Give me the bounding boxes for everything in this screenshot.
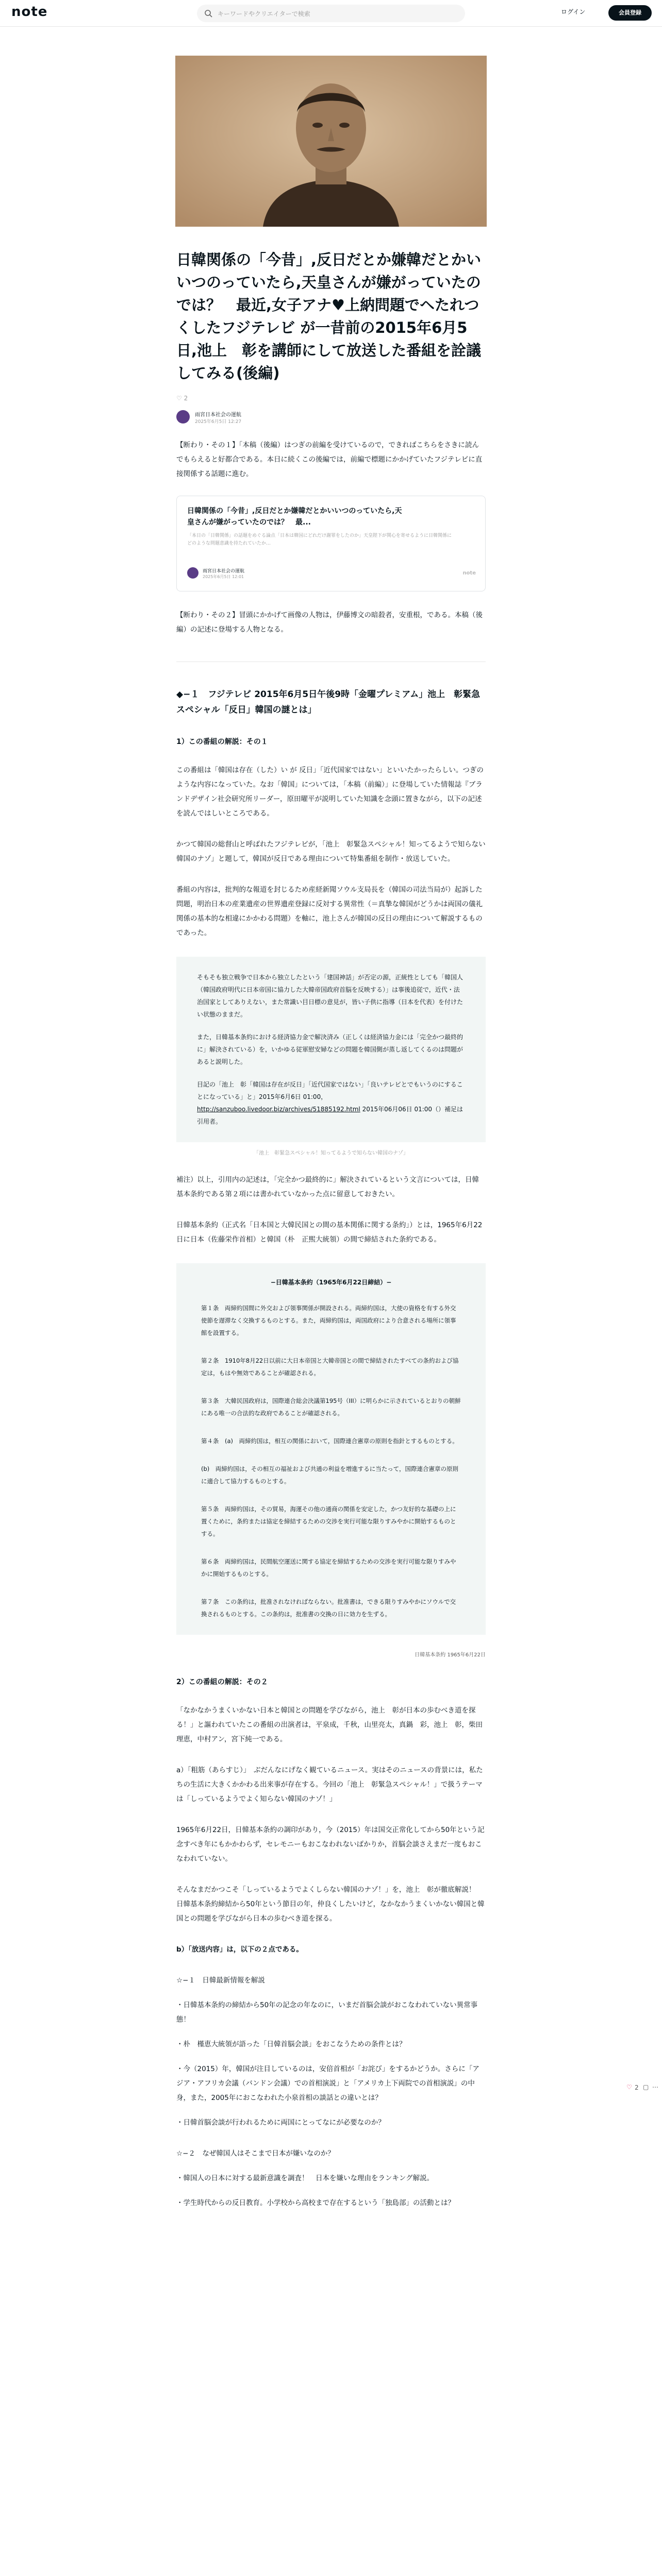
list-item: ・韓国人の日本に対する最新意識を調査！ 日本を嫌いな理由をランキング解説。: [176, 2174, 434, 2182]
like-row: [176, 395, 486, 402]
list-heading: ☆−１ 日韓最新情報を解説: [176, 1976, 265, 1985]
treaty-article: 第２条 1910年8月22日以前に大日本帝国と大韓帝国との間で締結されたすべての条約および協定は，もはや無効であることが確認される。: [201, 1357, 459, 1377]
search-bar[interactable]: [197, 5, 465, 22]
subheading-2: 2）この番組の解説：その２: [176, 1678, 268, 1686]
treaty-article: 第１条 両締約国間に外交および領事関係が開設される。両締約国は，大使の資格を有する外交使節を遅滞なく交換するものとする。また，両締約国は，両国政府により合意される場所に領事館を設置する。: [201, 1304, 456, 1336]
embed-author: 雨宮日本社会の運航: [203, 569, 245, 574]
paragraph: そんなまだかつこそ「しっているようでよくしらない韓国のナゾ！」を，池上 彰が徹底解説！ 日韓基本条約締結から50年という節目の年，仲良くしたいけど，なかなかうまくいかない韓国と韓国との問題を学びながら日本の歩むべき道を探る。: [176, 1886, 485, 1923]
section-heading: ◆−１ フジテレビ 2015年6月5日午後9時「金曜プレミアム」池上 彰緊急スペシャル「反日」韓国の謎とは」: [176, 689, 481, 715]
quote-source: 目記の「池上 彰「韓国は存在が反日」「近代国家ではない」「良いテレビとでもいうのにすることになっている」と」2015年6月6日 01:00，: [197, 1081, 463, 1100]
embed-date: 2025年6月5日 12:01: [203, 574, 244, 579]
portrait-illustration: [175, 56, 487, 227]
list-item: ・日韓基本条約の締結から50年の記念の年なのに，いまだ首脳会談がおこなわれていない異常事態！: [176, 2001, 478, 2024]
embed-avatar: [187, 567, 198, 579]
intro-note-1: 【断わり・その１】「本稿（後編）はつぎの前編を受けているので，できればこちらをさきに読んでもらえると好都合である。本日に続くこの後編では，前編で標題にかかげていたフジテレビに直接関係する話題に進む。: [176, 441, 483, 478]
heart-icon[interactable]: ♡: [176, 395, 182, 402]
list-heading: ☆−２ なぜ韓国人はそこまで日本が嫌いなのか？: [176, 2149, 335, 2158]
floating-like-count: 2: [635, 2084, 639, 2091]
list-item: ・朴 槿恵大統領が語った「日韓首脳会談」をおこなうための条件とは？: [176, 2040, 406, 2048]
article: [176, 248, 486, 2210]
signup-button[interactable]: 会員登録: [608, 5, 652, 21]
embedded-article-card[interactable]: [176, 496, 486, 591]
paragraph: かつて韓国の総督山と呼ばれたフジテレビが，「池上 彰緊急スペシャル！知ってるようで知らない韓国のナゾ」と題して，韓国が反日である理由について特集番組を制作・放送していた。: [176, 840, 486, 863]
paragraph: 番組の内容は，批判的な報道を封じるため産経新聞ソウル支局長を（韓国の司法当局が）起訴した問題，明治日本の産業遺産の世界遺産登録に反対する異常性（＝真摯な韓国がどうかは両国の儀礼関係の基本的な相違にかかわる問題）を軸に，池上さんが韓国の反日の理由について解説するものであった。: [176, 886, 483, 937]
publish-date: 2025年6月5日 12:27: [195, 419, 242, 425]
more-icon[interactable]: ⋯: [652, 2083, 658, 2091]
quote-paragraph: [197, 1078, 465, 1128]
heart-icon[interactable]: ♡: [626, 2083, 632, 2091]
treaty-block: [176, 1263, 486, 1635]
quote-paragraph: また，日韓基本条約における経済協力金で解決済み（正しくは経済協力金には「完全かつ最終的に」解決されている）を，いかゆる従軍慰安婦などの問題を韓国側が蒸し返してくるのは問題があると説明した。: [197, 1033, 464, 1065]
author-name[interactable]: 雨宮日本社会の運航: [195, 412, 241, 418]
treaty-article: 第５条 両締約国は，その貿易，海運その他の通商の関係を安定した，かつ友好的な基礎の上に置くために，条約または協定を締結するための交渉を実行可能な限りすみやかに開始するものとする。: [201, 1505, 456, 1537]
treaty-article: (b) 両締約国は，その相互の福祉および共通の利益を増進するに当たって，国際連合憲章の原則に適合して協力するものとする。: [201, 1465, 459, 1485]
paragraph: 「なかなかうまくいかない日本と韓国との問題を学びながら，池上 彰が日本の歩むべき道を探る！」と謳われていたこの番組の出演者は，平泉成，千秋，山里亮太，真鍋 彩，池上 彰，柴田理恵，中村アン，宮下純一である。: [176, 1706, 483, 1743]
list-item: ・今（2015）年，韓国が注目しているのは，安倍首相が「お詫び」をするかどうか。さらに「アジア・アフリカ会議（バンドン会議）での首相演説」と「アメリカ上下両院での首相演説」の中身，また，2005年におこなわれた小泉首相の談話との違いとは？: [176, 2065, 479, 2102]
paragraph: a）「粗筋（あらすじ）」 ぶだんなにげなく観ているニュース。実はそのニュースの背景には，私たちの生活に大きくかかわる出来事が存在する。今回の「池上 彰緊急スペシャル！」で扱うテーマは「しっているようでよく知らない韓国のナゾ！」: [176, 1766, 483, 1803]
embed-title: 日韓関係の「今昔」,反日だとか嫌韓だとかいいつのっていたら,天皇さんが嫌がっていたのでは？ 最...: [187, 507, 402, 527]
treaty-article: 第４条 (a) 両締約国は，相互の関係において，国際連合憲章の原則を指針とするものとする。: [201, 1437, 458, 1445]
hero-image: [175, 56, 487, 227]
treaty-article: 第６条 両締約国は，民間航空運送に関する協定を締結するための交渉を実行可能な限りすみやかに開始するものとする。: [201, 1558, 456, 1578]
author-block[interactable]: [176, 408, 486, 428]
paragraph: 1965年6月22日，日韓基本条約の調印があり，今（2015）年は国交正常化してから50年という記念すべき年にもかかわらず，セレモニーもおこなわれないばかりか，首脳会談さえまだ一度もおこなわれていない。: [176, 1826, 485, 1863]
treaty-heading: −日韓基本条約（1965年6月22日締結）−: [270, 1279, 392, 1286]
floating-action-bar: [626, 2081, 658, 2096]
login-link[interactable]: ログイン: [561, 8, 586, 15]
quote-source-tail: 2015年06月06日 01:00（）補足は引用者。: [197, 1106, 464, 1125]
comment-icon[interactable]: ▢: [643, 2083, 649, 2091]
list-item: ・学生時代からの反日教育。小学校から高校まで存在するという「独島部」の活動とは？: [176, 2199, 455, 2207]
intro-note-2: 【断わり・その２】冒頭にかかげて画像の人物は，伊藤博文の暗殺者，安重根，である。本稿（後編）の記述に登場する人物となる。: [176, 611, 483, 634]
paragraph: この番組は「韓国は存在（した）い が 反日」「近代国家ではない」といいたかったらしい。つぎのような内容になっていた。なお「韓国」については，「本稿（前編）」に登場していた情報誌『ブランドデザイン社会研究所リーダー，原田曜平が説明していた知識を念頭に置きながら，以下の記述を読んではしいところである。: [176, 766, 484, 818]
treaty-article: 第３条 大韓民国政府は，国際連合総会決議第195号（III）に明らかに示されているとおりの朝鮮にある唯一の合法的な政府であることが確認される。: [201, 1397, 461, 1417]
list-item: ・日韓首脳会談が行われるために両国にとってなにが必要なのか？: [176, 2119, 385, 2127]
paragraph: 補注）以上，引用内の記述は，「完全かつ最終的に」解決されているという文言については，日韓基本条約である第２項には書かれていなかった点に留意しておきたい。: [176, 1176, 479, 1198]
note-logo[interactable]: note: [11, 4, 48, 20]
paragraph: 日韓基本条約（正式名「日本国と大韓民国との間の基本関係に関する条約」）とは，1965年6月22日に日本（佐藤栄作首相）と韓国（朴 正煕大統領）の間で締結された条約である。: [176, 1221, 483, 1244]
embed-description: 「本日の「日韓関係」の話題をめぐる論点「日本は韓国にどれだけ謝罪をしたのか」天皇陛下が関心を寄せるように日韓関係にどのような問題意識を持たれていたか…: [187, 533, 452, 546]
treaty-caption: 日韓基本条約 1965年6月22日: [415, 1652, 486, 1658]
treaty-article: 第７条 この条約は，批准されなければならない。批准書は，できる限りすみやかにソウルで交換されるものとする。この条約は，批准書の交換の日に効力を生ずる。: [201, 1598, 456, 1618]
embed-brand-logo: note: [462, 570, 476, 576]
quote-caption: 「池上 彰緊急スペシャル！知ってるようで知らない韓国のナゾ」: [254, 1150, 408, 1156]
top-bar: [0, 0, 662, 27]
avatar[interactable]: [176, 410, 190, 423]
subheading-1: 1）この番組の解説：その１: [176, 738, 268, 746]
like-count: 2: [184, 395, 188, 402]
blockquote: [176, 957, 486, 1142]
source-link[interactable]: http://sanzuboo.livedoor.biz/archives/51885192.html: [197, 1106, 360, 1113]
paragraph: b）「放送内容」は，以下の２点である。: [176, 1945, 303, 1954]
article-title: 日韓関係の「今昔」,反日だとか嫌韓だとかいいつのっていたら,天皇さんが嫌がっていたのでは？ 最近,女子アナ♥上納問題でヘたれつくしたフジテレビ が一昔前の2015年6月5日,池上 彰を講師にして放送した番組を詮議してみる(後編): [176, 251, 482, 382]
search-placeholder: キーワードやクリエイターで検索: [218, 10, 310, 18]
search-icon: [204, 9, 212, 18]
quote-paragraph: そもそも独立戦争で日本から独立したという「建国神話」が否定の源，正統性としても「韓国人 （韓国政府明代に日本帝国に協力した大韓帝国政府首脳を反映する）」は事後追従で，近代・法治国家としてありえない，また常識い目日標の意見が，皆い子供に指導（日本を代表）を付けたい状態のままだ。: [197, 974, 464, 1018]
